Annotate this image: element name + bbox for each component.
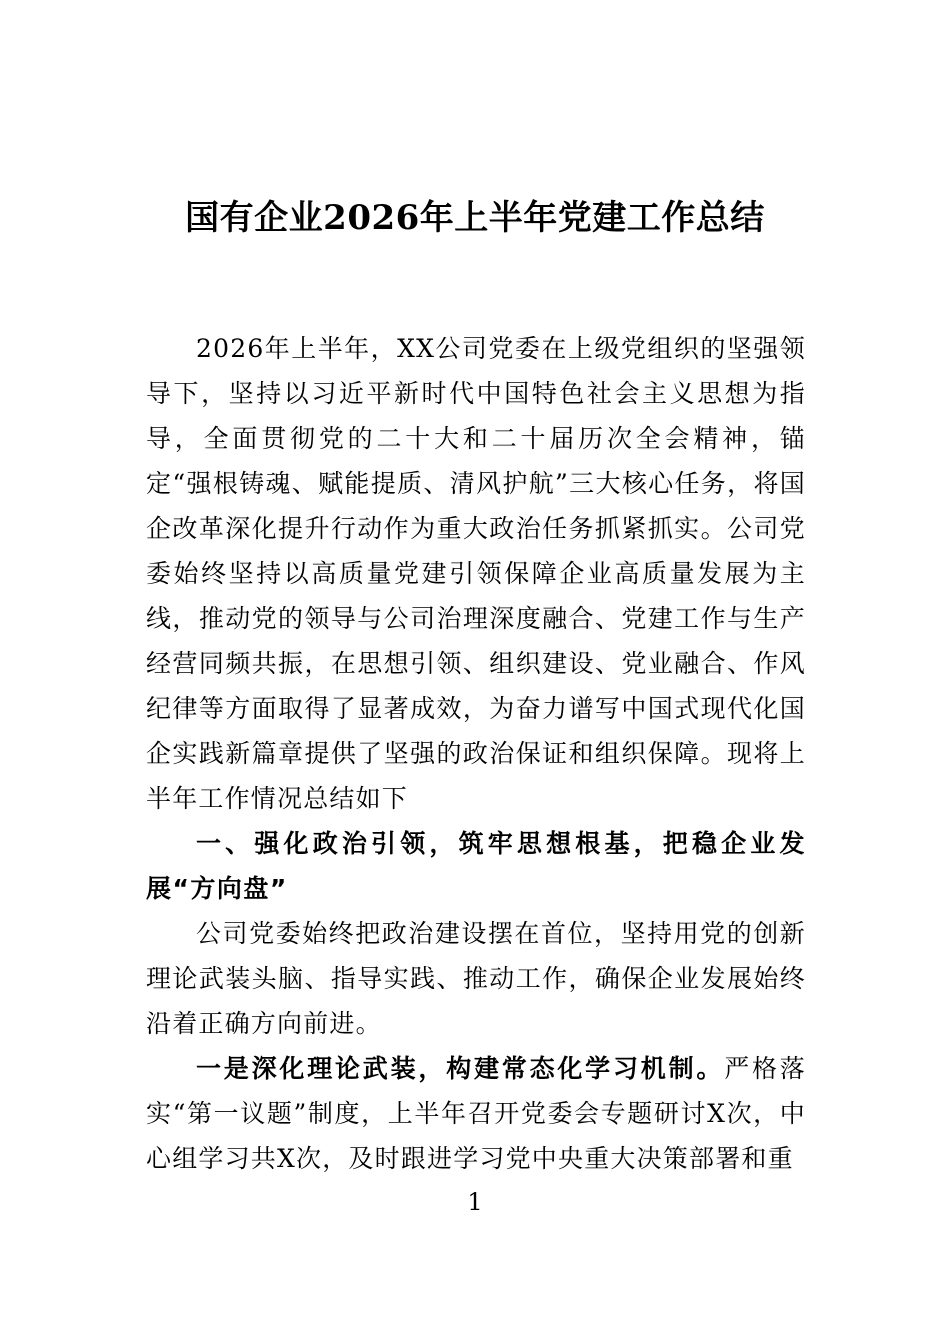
intro-paragraph: 2026年上半年，XX公司党委在上级党组织的坚强领导下，坚持以习近平新时代中国特色社会主义思想为指导，全面贯彻党的二十大和二十届历次全会精神，锚定“强根铸魂、赋能提质、清风护航”三大核心任务，将国企改革深化提升行动作为重大政治任务抓紧抓实。公司党委始终坚持以高质量党建引领保障企业高质量发展为主线，推动党的领导与公司治理深度融合、党建工作与生产经营同频共振，在思想引领、组织建设、党业融合、作风纪律等方面取得了显著成效，为奋力谱写中国式现代化国企实践新篇章提供了坚强的政治保证和组织保障。现将上半年工作情况总结如下 <box>146 334 806 813</box>
page-number: 1 <box>467 1188 483 1216</box>
item-paragraph <box>146 1046 806 1181</box>
section-paragraph: 公司党委始终把政治建设摆在首位，坚持用党的创新理论武装头脑、指导实践、推动工作，确保企业发展始终沿着正确方向前进。 <box>146 919 806 1038</box>
section-heading: 一、强化政治引领，筑牢思想根基，把稳企业发展“方向盘” <box>146 829 806 903</box>
item-text: 严格落实“第一议题”制度，上半年召开党委会专题研讨X次，中心组学习共X次，及时跟进学习党中央重大决策部署和重 <box>146 1054 806 1173</box>
item-lead: 一是深化理论武装，构建常态化学习机制。 <box>196 1054 725 1083</box>
document-title: 国有企业2026年上半年党建工作总结 <box>185 198 765 238</box>
document-body <box>146 326 806 1181</box>
